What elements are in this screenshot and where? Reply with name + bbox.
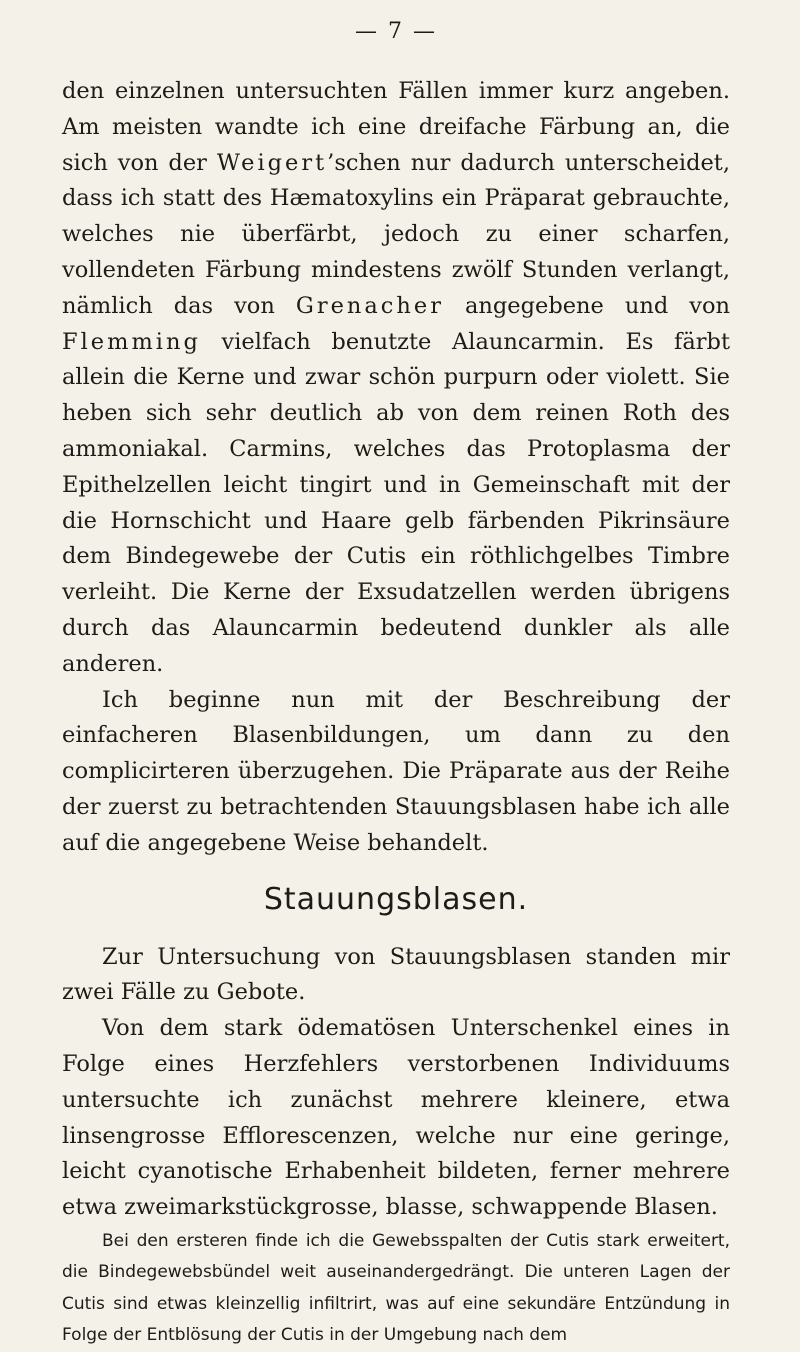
paragraph-staining-method bbox=[62, 74, 730, 683]
small-print-paragraph: Bei den ersteren finde ich die Gewebsspalten der Cutis stark erweitert, die Bindegewebsbündel weit auseinandergedrängt. Die unteren Lagen der Cutis sind etwas kleinzellig infiltrirt, was auf eine sekundäre Entzündung in Folge der Entblösung der Cutis in der Umgebung nach dem bbox=[62, 1230, 730, 1346]
author-name-flemming: Flemming bbox=[62, 328, 201, 355]
page-number: — 7 — bbox=[355, 19, 437, 44]
author-name-weigert: Weigert bbox=[216, 149, 328, 176]
paragraph-text: vielfach benutzte Alauncarmin. Es färbt allein die Kerne und zwar schön purpurn oder violett. Sie heben sich sehr deutlich ab von dem reinen Roth des ammoniakal. Carmins, welches das Protoplasma der Epithelzellen leicht tingirt und in Gemeinschaft mit der die Hornschicht und Haare gelb färbenden Pikrinsäure dem Bindegewebe der Cutis ein röthlichgelbes Timbre verleiht. Die Kerne der Exsudatzellen werden übrigens durch das Alauncarmin bedeutend dunkler als alle anderen. bbox=[62, 328, 730, 677]
small-print-text bbox=[62, 1226, 730, 1352]
paragraph-text: ’schen nur dadurch unterscheidet, dass ich statt des Hæmatoxylins ein Präparat gebrauchte, welches nie überfärbt, jedoch zu einer scharfen, vollendeten Färbung mindestens zwölf Stunden verlangt, nämlich das von bbox=[62, 149, 731, 319]
body-text bbox=[62, 74, 730, 1226]
paragraph-introduction: Ich beginne nun mit der Beschreibung der einfacheren Blasenbildungen, um dann zu den complicirteren überzugehen. Die Präparate aus der Reihe der zuerst zu betrachtenden Stauungsblasen habe ich alle auf die angegebene Weise behandelt. bbox=[62, 686, 730, 856]
paragraph-text: angegebene und von bbox=[443, 292, 730, 319]
section-heading: Stauungsblasen. bbox=[263, 881, 529, 917]
paragraph-cases: Zur Untersuchung von Stauungsblasen standen mir zwei Fälle zu Gebote. bbox=[62, 943, 730, 1006]
paragraph-text: den einzelnen untersuchten Fällen immer kurz angeben. Am meisten wandte ich eine dreifache Färbung an, die sich von der bbox=[62, 78, 730, 176]
paragraph-case-description: Von dem stark ödematösen Unterschenkel eines in Folge eines Herzfehlers verstorbenen Individuums untersuchte ich zunächst mehrere kleinere, etwa linsengrosse Efflorescenzen, welche nur eine geringe, leicht cyanotische Erhabenheit bildeten, ferner mehrere etwa zweimarkstückgrosse, blasse, schwappende Blasen. bbox=[62, 1015, 730, 1221]
author-name-grenacher: Grenacher bbox=[295, 292, 444, 319]
